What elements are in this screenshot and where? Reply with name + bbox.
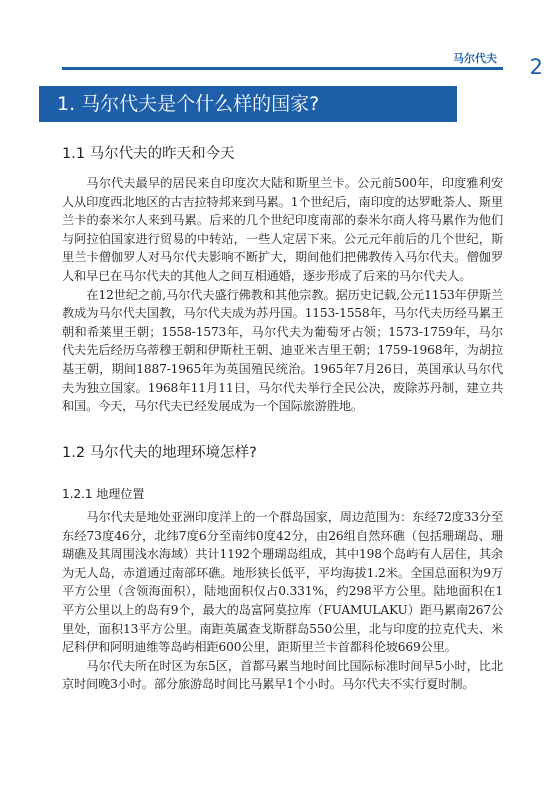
paragraph: 马尔代夫是地处亚洲印度洋上的一个群岛国家，周边范围为：东经72度33分至东经73度46分，北纬7度6分至南纬0度42分，由26组自然环礁（包括珊瑚岛、珊瑚礁及其周围浅水海域）共计1192个珊瑚岛组成，其中198个岛屿有人居住，其余为无人岛，赤道通过南部环礁。地形狭长低平，平均海拔1.2米。全国总面积为9万平方公里（含领海面积），陆地面积仅占0.331%，约298平方公里。陆地面积在1平方公里以上的岛有9个，最大的岛富阿莫拉库（FUAMULAKU）距马累南267公里处，面积13平方公里。南距英属查戈斯群岛550公里，北与印度的拉克代夫、米尼科伊和阿明迪维等岛屿相距600公里，距斯里兰卡首都科伦坡669公里。 <box>62 510 503 655</box>
paragraph: 马尔代夫最早的居民来自印度次大陆和斯里兰卡。公元前500年，印度雅利安人从印度西北地区的古吉拉特邦来到马累。1个世纪后，南印度的达罗毗荼人、斯里兰卡的泰米尔人来到马累。后来的几个世纪印度南部的泰米尔商人将马累作为他们与阿拉伯国家进行贸易的中转站，一些人定居下来。公元元年前后的几个世纪，斯里兰卡僧伽罗人对马尔代夫影响不断扩大，期间他们把佛教传入马尔代夫。僧伽罗人和早已在马尔代夫的其他人之间互相通婚，逐步形成了后来的马尔代夫人。 <box>62 176 503 283</box>
header-rule <box>62 67 503 70</box>
page-number: 2 <box>529 55 543 79</box>
section-title-1-1: 1.1 马尔代夫的昨天和今天 <box>62 146 235 162</box>
subsection-title-1-2-1: 1.2.1 地理位置 <box>62 487 145 501</box>
section-title-1-2: 1.2 马尔代夫的地理环境怎样? <box>62 445 257 461</box>
paragraph: 马尔代夫所在时区为东5区，首都马累当地时间比国际标准时间早5小时，比北京时间晚3小时。部分旅游岛时间比马累早1个小时。马尔代夫不实行夏时制。 <box>62 658 503 692</box>
running-header-title: 马尔代夫 <box>453 52 497 65</box>
chapter-title-bar <box>39 86 457 122</box>
section-1-1-body <box>62 174 503 416</box>
paragraph: 在12世纪之前,马尔代夫盛行佛教和其他宗教。据历史记载,公元1153年伊斯兰教成为马尔代夫国教，马尔代夫成为苏丹国。1153-1558年，马尔代夫历经马累王朝和希莱里王朝；1558-1573年，马尔代夫为葡萄牙占领；1573-1759年，马尔代夫先后经历乌蒂穆王朝和伊斯杜王朝、迪亚米吉里王朝；1759-1968年，为胡拉基王朝，期间1887-1965年为英国殖民统治。1965年7月26日，英国承认马尔代夫为独立国家。1968年11月11日，马尔代夫举行全民公决，废除苏丹制，建立共和国。今天，马尔代夫已经发展成为一个国际旅游胜地。 <box>62 287 503 414</box>
section-1-2-1-body <box>62 508 503 694</box>
chapter-title: 1. 马尔代夫是个什么样的国家? <box>57 93 320 115</box>
